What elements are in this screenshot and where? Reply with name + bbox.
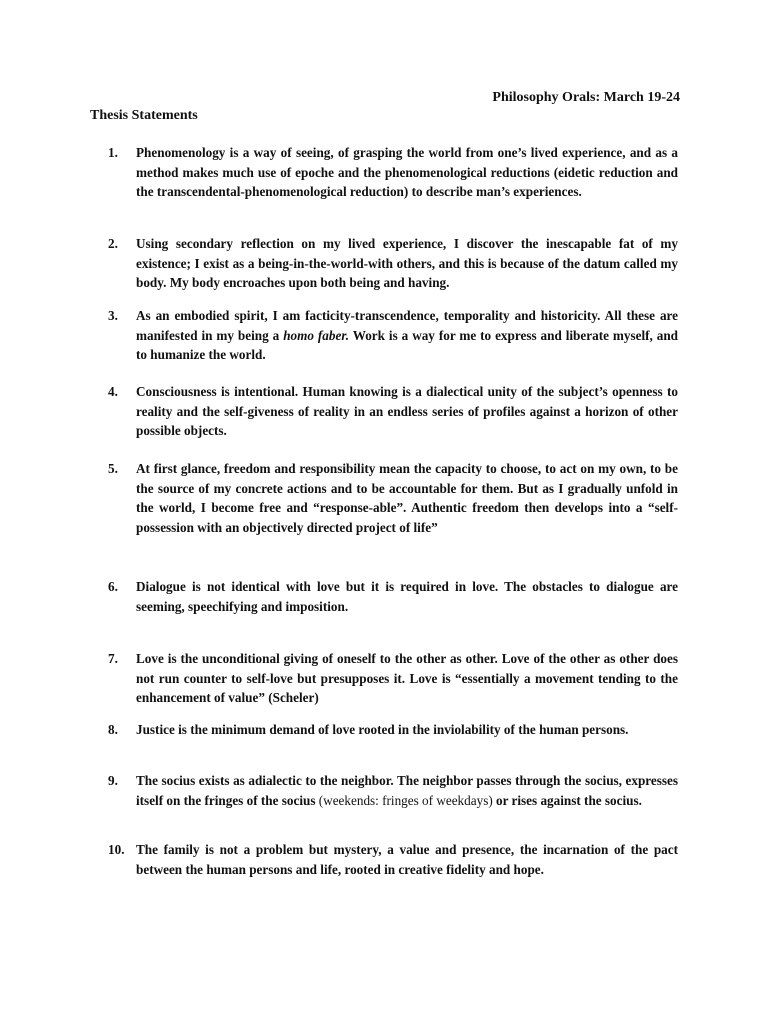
thesis-item-6 — [108, 577, 678, 616]
thesis-item-4 — [108, 382, 678, 441]
item-text: At first glance, freedom and responsibility mean the capacity to choose, to act on my own, to be the source of my concrete actions and to be accountable for them. But as I gradually unfold in the world, I become free and “response-able”. Authentic freedom then develops into a “self-possession with an objectively directed project of life” — [136, 461, 678, 535]
thesis-item-2 — [108, 234, 678, 293]
item-number: 9. — [108, 773, 118, 788]
item-text: Dialogue is not identical with love but it is required in love. The obstacles to dialogue are seeming, speechifying and imposition. — [136, 579, 678, 614]
thesis-item-9 — [108, 771, 678, 810]
item-text-italic: homo faber. — [283, 327, 350, 343]
item-text-part: Work is a way for me to express and liberate myself, and to humanize the world. — [136, 327, 678, 363]
item-text: Consciousness is intentional. Human knowing is a dialectical unity of the subject’s openness to reality and the self-giveness of reality in an endless series of profiles against a horizon of other possible objects. — [136, 384, 678, 439]
document-header: Philosophy Orals: March 19-24 — [492, 90, 680, 105]
item-number: 5. — [108, 461, 118, 476]
item-number: 10. — [108, 842, 125, 857]
item-number: 2. — [108, 236, 118, 251]
item-number: 6. — [108, 579, 118, 594]
item-number: 8. — [108, 722, 118, 737]
item-number: 1. — [108, 145, 118, 160]
item-text — [136, 771, 678, 810]
item-text-part: As an embodied spirit, I am facticity-transcendence, temporality and historicity. All these are manifested in my being a — [136, 308, 678, 343]
item-number: 4. — [108, 384, 118, 399]
item-text: Love is the unconditional giving of oneself to the other as other. Love of the other as other does not run counter to self-love but presupposes it. Love is “essentially a movement tending to the enhancement of value” (Scheler) — [136, 651, 678, 706]
item-text: Using secondary reflection on my lived experience, I discover the inescapable fat of my existence; I exist as a being-in-the-world-with others, and this is because of the datum called my body. My body encroaches upon both being and having. — [136, 236, 678, 291]
thesis-item-8 — [108, 720, 678, 740]
item-text — [136, 306, 678, 365]
item-number: 3. — [108, 308, 118, 323]
thesis-item-5 — [108, 459, 678, 537]
item-text-part: The socius exists as adialectic to the neighbor. The neighbor passes through the socius, expresses itself on the fringes of the socius — [136, 773, 678, 808]
item-text: Phenomenology is a way of seeing, of grasping the world from one’s lived experience, and as a method makes much use of epoche and the phenomenological reductions (eidetic reduction and the transcendental-phenomenological reduction) to describe man’s experiences. — [136, 145, 678, 200]
item-text-regular: (weekends: fringes of weekdays) — [318, 792, 493, 808]
document-title: Thesis Statements — [90, 108, 198, 123]
thesis-item-7 — [108, 649, 678, 708]
item-text: The family is not a problem but mystery, a value and presence, the incarnation of the pact between the human persons and life, rooted in creative fidelity and hope. — [136, 842, 678, 877]
item-text: Justice is the minimum demand of love rooted in the inviolability of the human persons. — [136, 722, 629, 737]
thesis-item-10 — [108, 840, 678, 879]
item-number: 7. — [108, 651, 118, 666]
thesis-item-1 — [108, 143, 678, 202]
item-text-part: or rises against the socius. — [492, 792, 642, 808]
thesis-item-3 — [108, 306, 678, 365]
